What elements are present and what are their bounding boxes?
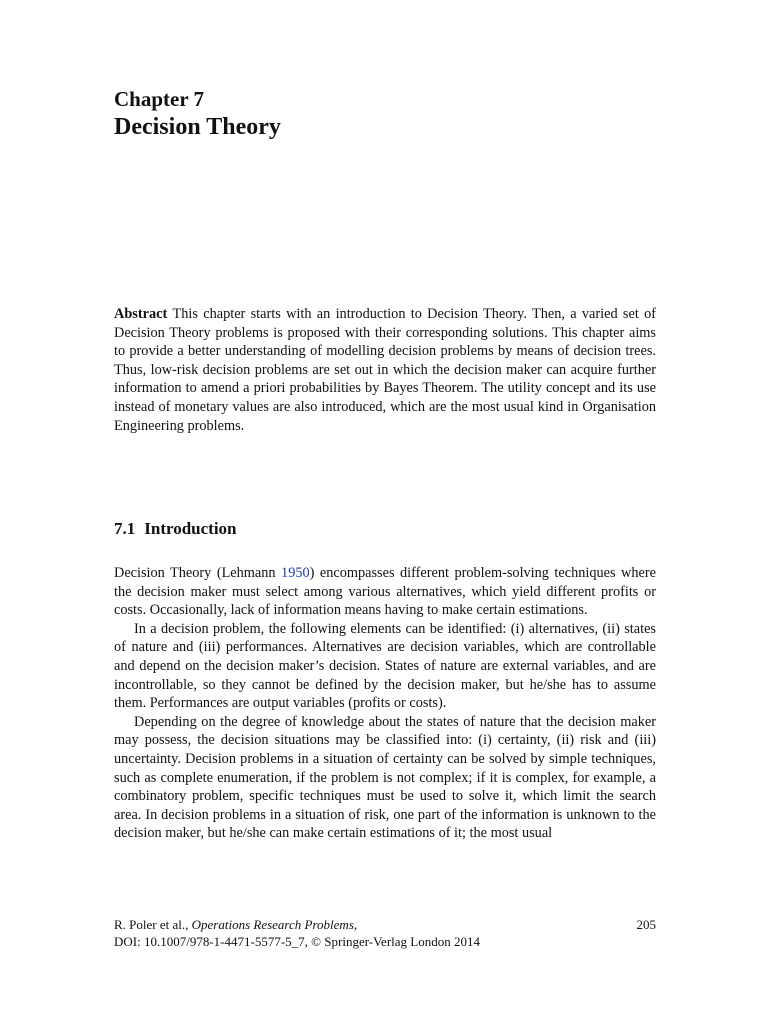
abstract-text: This chapter starts with an introduction to Decision Theory. Then, a varied set of Decision Theory problems is proposed with their corresponding solutions. This chapter aims to provide a better understanding of modelling decision problems by means of decision trees. Thus, low-risk decision problems are set out in which the decision maker can acquire further information to amend a priori probabilities by Bayes Theorem. The utility concept and its use instead of monetary values are also introduced, which are the most usual kind in Organisation Engineering problems.	[114, 306, 657, 434]
page-number: 205	[636, 917, 656, 932]
abstract	[114, 305, 656, 435]
footer-citation	[114, 916, 357, 933]
paragraph-2: In a decision problem, the following elements can be identified: (i) alternatives, (ii) states of nature and (iii) performances. Alternatives are decision variables, which are controllable and depend on the decision maker’s decision. States of nature are external variables, and are incontrollable, so they cannot be defined by the decision maker, but he/she has to assume them. Performances are output variables (profits or costs).	[114, 620, 656, 712]
section-title: Introduction	[144, 519, 237, 538]
body-text	[114, 564, 656, 843]
footer-doi: DOI: 10.1007/978-1-4471-5577-5_7, © Springer-Verlag London 2014	[114, 934, 480, 949]
footer-book-title: Operations Research Problems,	[191, 917, 358, 932]
paragraph-1	[114, 564, 656, 620]
paragraph-1-end: ) encompasses different problem-solving techniques where the decision maker must select among various alternatives, which yield different profits or costs. Occasionally, lack of information means having to make certain estimations.	[114, 565, 656, 619]
section-heading	[114, 518, 237, 540]
citation-link[interactable]: 1950	[281, 565, 310, 581]
abstract-label: Abstract	[114, 306, 168, 322]
footer-authors: R. Poler et al.,	[114, 917, 192, 932]
section-number: 7.1	[114, 519, 136, 538]
page-footer	[114, 916, 656, 950]
chapter-title: Decision Theory	[114, 114, 281, 140]
paragraph-3: Depending on the degree of knowledge about the states of nature that the decision maker may possess, the decision situations may be classified into: (i) certainty, (ii) risk and (iii) uncertainty. Decision problems in a situation of certainty can be solved by simple techniques, such as complete enumeration, if the problem is not complex; if it is complex, for example, a combinatory problem, specific techniques must be used to solve it, which limit the search area. In decision problems in a situation of risk, one part of the information is unknown to the decision maker, but he/she can make certain estimations of it; the most usual	[114, 713, 656, 842]
footer-line-1	[114, 916, 656, 933]
paragraph-1-start: Decision Theory (Lehmann	[114, 565, 282, 581]
chapter-label: Chapter 7	[114, 87, 205, 111]
